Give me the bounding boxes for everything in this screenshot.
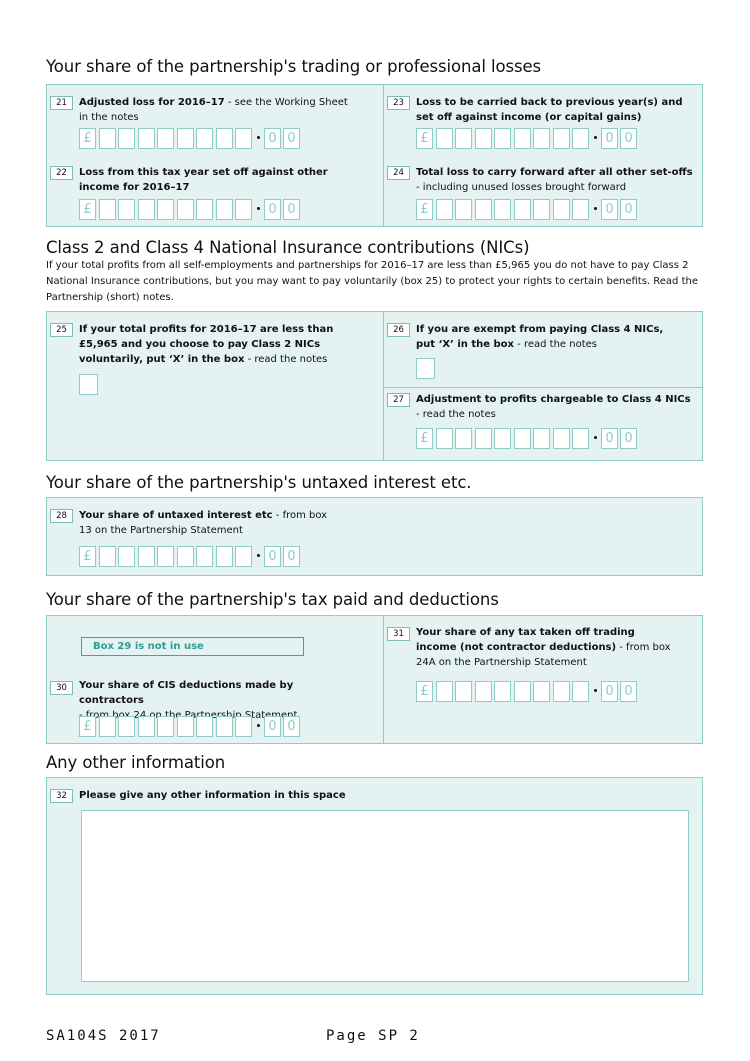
box23-label: Loss to be carried back to previous year(s) and set off against income (or capital gains) <box>416 97 683 123</box>
decimal-point <box>257 554 260 557</box>
box27-label: Adjustment to profits chargeable to Class 4 NICs - read the notes <box>416 394 691 420</box>
digit-cell[interactable] <box>118 128 135 149</box>
pence-cell: 0 <box>264 128 281 149</box>
interest-panel <box>46 497 703 576</box>
digit-cell[interactable] <box>138 199 155 220</box>
digit-cell[interactable] <box>553 681 570 702</box>
pence-cell: 0 <box>620 128 637 149</box>
digit-cell[interactable] <box>494 199 511 220</box>
digit-cell[interactable] <box>475 681 492 702</box>
decimal-point <box>257 136 260 139</box>
box-number: 23 <box>387 96 410 110</box>
box-number: 31 <box>387 627 410 641</box>
currency-cell: £ <box>79 716 96 737</box>
box-number: 24 <box>387 166 410 180</box>
box-number: 22 <box>50 166 73 180</box>
pence-cell: 0 <box>283 546 300 567</box>
pence-cell: 0 <box>283 716 300 737</box>
currency-cell: £ <box>416 199 433 220</box>
box26-checkbox[interactable] <box>416 358 435 379</box>
box22-label: Loss from this tax year set off against other income for 2016–17 <box>79 167 328 193</box>
decimal-point <box>594 436 597 439</box>
digit-cell[interactable] <box>494 428 511 449</box>
digit-cell[interactable] <box>436 681 453 702</box>
digit-cell[interactable] <box>157 128 174 149</box>
digit-cell[interactable] <box>572 199 589 220</box>
box-number: 21 <box>50 96 73 110</box>
digit-cell[interactable] <box>572 428 589 449</box>
digit-cell[interactable] <box>494 681 511 702</box>
digit-cell[interactable] <box>177 199 194 220</box>
decimal-point <box>257 207 260 210</box>
box24-label: Total loss to carry forward after all other set-offs - including unused losses brought forward <box>416 167 693 193</box>
box30-label: Your share of CIS deductions made by contractors from on Partnership <box>79 680 294 721</box>
currency-cell: £ <box>79 199 96 220</box>
box32-label: Please give any other information in this space <box>79 790 346 801</box>
pence-cell: 0 <box>283 128 300 149</box>
digit-cell[interactable] <box>99 128 116 149</box>
digit-cell[interactable] <box>553 128 570 149</box>
row-divider <box>383 387 703 388</box>
pence-cell: 0 <box>264 716 281 737</box>
section-heading-other: Any other information <box>46 753 226 772</box>
form-code: SA104S 2017 <box>46 1028 161 1044</box>
box-number: 26 <box>387 323 410 337</box>
digit-cell[interactable] <box>235 546 252 567</box>
currency-cell: £ <box>416 681 433 702</box>
digit-cell[interactable] <box>533 681 550 702</box>
digit-cell[interactable] <box>553 199 570 220</box>
column-divider <box>383 616 384 743</box>
digit-cell[interactable] <box>514 428 531 449</box>
pence-cell: 0 <box>601 128 618 149</box>
section-heading-nics: Class 2 and Class 4 National Insurance contributions (NICs) <box>46 238 530 257</box>
digit-cell[interactable] <box>436 428 453 449</box>
digit-cell[interactable] <box>514 128 531 149</box>
digit-cell[interactable] <box>494 128 511 149</box>
box26-label: If you are exempt from paying Class 4 NICs, put ‘X’ in the box - read the notes <box>416 324 664 350</box>
box32-textarea[interactable] <box>81 810 689 982</box>
box31-label: Your share of any tax taken off trading income (not contractor deductions) - from box 24A on the Partnership Statement <box>416 627 671 668</box>
box29-not-in-use: Box 29 is not in use <box>81 637 304 656</box>
digit-cell[interactable] <box>235 199 252 220</box>
box25-label: If your total profits for 2016–17 are less than £5,965 and you choose to pay Class 2 NICs voluntarily, put ‘X’ in the box - read the notes <box>79 324 334 365</box>
digit-cell[interactable] <box>235 716 252 737</box>
decimal-point <box>594 136 597 139</box>
currency-cell: £ <box>416 428 433 449</box>
digit-cell[interactable] <box>455 428 472 449</box>
pence-cell: 0 <box>620 199 637 220</box>
digit-cell[interactable] <box>514 199 531 220</box>
digit-cell[interactable] <box>235 128 252 149</box>
box-number: 30 <box>50 681 73 695</box>
digit-cell[interactable] <box>455 681 472 702</box>
digit-cell[interactable] <box>196 716 213 737</box>
digit-cell[interactable] <box>157 199 174 220</box>
digit-cell[interactable] <box>216 128 233 149</box>
losses-panel <box>46 84 703 227</box>
digit-cell[interactable] <box>118 546 135 567</box>
digit-cell[interactable] <box>118 716 135 737</box>
digit-cell[interactable] <box>177 546 194 567</box>
digit-cell[interactable] <box>455 128 472 149</box>
pence-cell: 0 <box>601 428 618 449</box>
box21-label: Adjusted loss for 2016–17 - see the Working Sheet in the notes <box>79 97 348 123</box>
digit-cell[interactable] <box>177 716 194 737</box>
column-divider <box>383 312 384 460</box>
decimal-point <box>594 207 597 210</box>
pence-cell: 0 <box>601 681 618 702</box>
digit-cell[interactable] <box>436 128 453 149</box>
nics-panel <box>46 311 703 461</box>
decimal-point <box>257 724 260 727</box>
column-divider <box>383 85 384 226</box>
currency-cell: £ <box>79 546 96 567</box>
digit-cell[interactable] <box>196 199 213 220</box>
decimal-point <box>594 689 597 692</box>
digit-cell[interactable] <box>99 716 116 737</box>
box28-label: Your share of untaxed interest etc - from box 13 on the Partnership Statement <box>79 510 328 536</box>
section-heading-interest: Your share of the partnership's untaxed interest etc. <box>46 473 472 492</box>
other-panel <box>46 777 703 995</box>
page-number: Page SP 2 <box>326 1028 420 1044</box>
nics-intro-text: If your total profits from all self-employments and partnerships for 2016–17 are less than £5,965 you do not have to pay Class 2 National Insurance contributions, but you may want to pay voluntarily (box 25) to protect your rights to certain benefits. Read the Partnership (short) notes. <box>46 260 698 303</box>
box-number: 25 <box>50 323 73 337</box>
digit-cell[interactable] <box>157 546 174 567</box>
digit-cell[interactable] <box>455 199 472 220</box>
pence-cell: 0 <box>601 199 618 220</box>
currency-cell: £ <box>416 128 433 149</box>
digit-cell[interactable] <box>118 199 135 220</box>
digit-cell[interactable] <box>572 681 589 702</box>
currency-cell: £ <box>79 128 96 149</box>
digit-cell[interactable] <box>196 128 213 149</box>
digit-cell[interactable] <box>177 128 194 149</box>
digit-cell[interactable] <box>99 546 116 567</box>
digit-cell[interactable] <box>216 199 233 220</box>
digit-cell[interactable] <box>475 428 492 449</box>
digit-cell[interactable] <box>157 716 174 737</box>
box-number: 32 <box>50 789 73 803</box>
digit-cell[interactable] <box>572 128 589 149</box>
box-number: 28 <box>50 509 73 523</box>
digit-cell[interactable] <box>553 428 570 449</box>
section-heading-taxpaid: Your share of the partnership's tax paid and deductions <box>46 590 499 609</box>
pence-cell: 0 <box>620 681 637 702</box>
taxpaid-panel <box>46 615 703 744</box>
pence-cell: 0 <box>264 546 281 567</box>
digit-cell[interactable] <box>138 716 155 737</box>
digit-cell[interactable] <box>475 199 492 220</box>
digit-cell[interactable] <box>138 546 155 567</box>
digit-cell[interactable] <box>533 199 550 220</box>
digit-cell[interactable] <box>436 199 453 220</box>
pence-cell: 0 <box>620 428 637 449</box>
digit-cell[interactable] <box>99 199 116 220</box>
digit-cell[interactable] <box>475 128 492 149</box>
pence-cell: 0 <box>264 199 281 220</box>
digit-cell[interactable] <box>533 428 550 449</box>
pence-cell: 0 <box>283 199 300 220</box>
digit-cell[interactable] <box>533 128 550 149</box>
digit-cell[interactable] <box>216 716 233 737</box>
box-number: 27 <box>387 393 410 407</box>
digit-cell[interactable] <box>216 546 233 567</box>
section-heading-losses: Your share of the partnership's trading or professional losses <box>46 57 542 76</box>
digit-cell[interactable] <box>514 681 531 702</box>
digit-cell[interactable] <box>196 546 213 567</box>
box25-checkbox[interactable] <box>79 374 98 395</box>
digit-cell[interactable] <box>138 128 155 149</box>
